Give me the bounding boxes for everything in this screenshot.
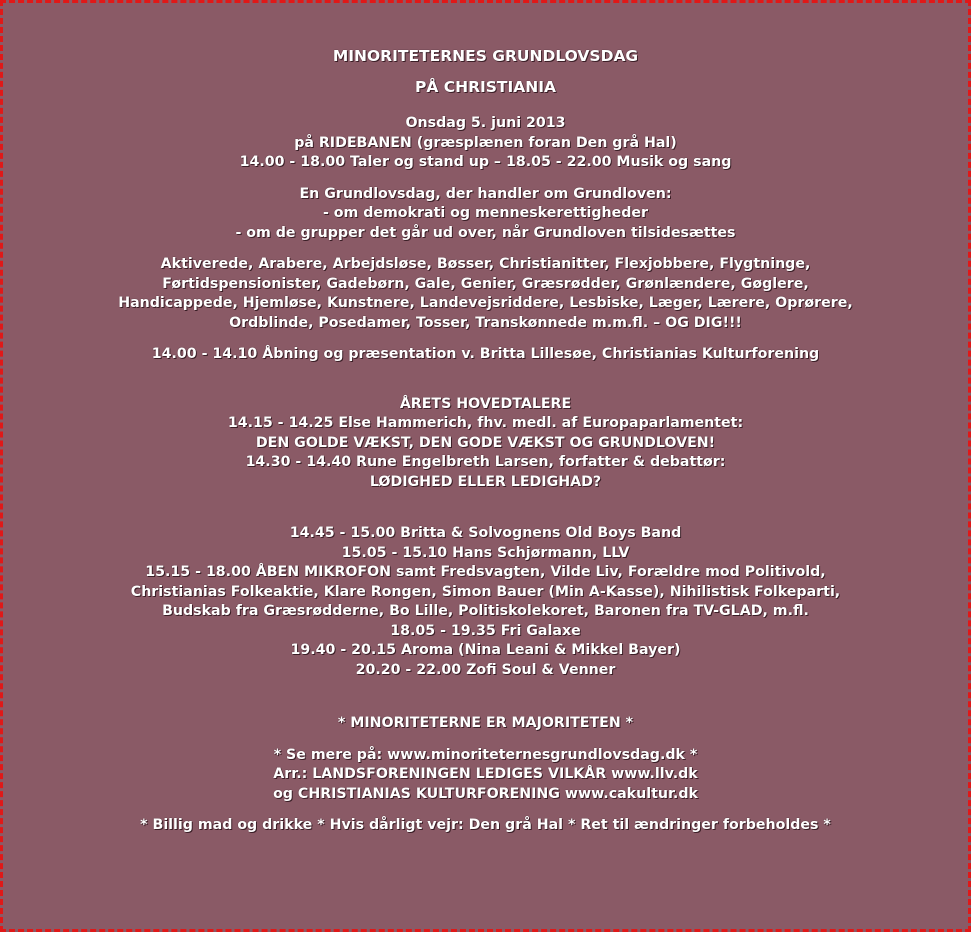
intro-line: En Grundlovsdag, der handler om Grundloven:	[299, 185, 672, 202]
info-line: og CHRISTIANIAS KULTURFORENING www.cakultur.dk	[273, 785, 698, 802]
title-line-1: MINORITETERNES GRUNDLOVSDAG	[332, 47, 639, 65]
speaker-line: 14.15 - 14.25 Else Hammerich, fhv. medl. af Europaparlamentet:	[227, 415, 744, 431]
program-line: 20.20 - 22.00 Zofi Soul & Venner	[355, 661, 616, 678]
event-place: på RIDEBANEN (græsplænen foran Den grå Hal)	[294, 134, 677, 151]
program-line: Christianias Folkeaktie, Klare Rongen, Simon Bauer (Min A-Kasse), Nihilistisk Folkeparti,	[130, 583, 841, 600]
poster-content	[3, 41, 968, 836]
program-line: 15.05 - 15.10 Hans Schjørmann, LLV	[341, 544, 630, 561]
info-line: Arr.: LANDSFORENINGEN LEDIGES VILKÅR www.llv.dk	[273, 766, 698, 782]
program-line: 15.15 - 18.00 ÅBEN MIKROFON samt Fredsvagten, Vilde Liv, Forældre mod Politivold,	[145, 564, 826, 580]
info-line: * Se mere på: www.minoriteternesgrundlovsdag.dk *	[273, 746, 698, 763]
intro-line: - om demokrati og menneskerettigheder	[322, 205, 649, 221]
program-line: 19.40 - 20.15 Aroma (Nina Leani & Mikkel Bayer)	[290, 642, 681, 658]
slogan: * MINORITETERNE ER MAJORITETEN *	[337, 715, 634, 731]
program-line: Budskab fra Græsrødderne, Bo Lille, Politiskolekoret, Baronen fra TV-GLAD, m.fl.	[162, 603, 809, 619]
title-line-2: PÅ CHRISTIANIA	[414, 78, 557, 96]
speaker-talk-title: DEN GOLDE VÆKST, DEN GODE VÆKST OG GRUNDLOVEN!	[255, 434, 716, 451]
event-times: 14.00 - 18.00 Taler og stand up – 18.05 - 22.00 Musik og sang	[239, 154, 732, 170]
groups-line: Førtidspensionister, Gadebørn, Gale, Genier, Græsrødder, Grønlændere, Gøglere,	[162, 275, 809, 292]
opening-line: 14.00 - 14.10 Åbning og præsentation v. Britta Lillesøe, Christianias Kulturforening	[151, 346, 820, 362]
event-date: Onsdag 5. juni 2013	[405, 115, 566, 131]
speaker-talk-title: LØDIGHED ELLER LEDIGHAD?	[369, 473, 602, 490]
intro-line: - om de grupper det går ud over, når Grundloven tilsidesættes	[235, 224, 736, 241]
program-line: 18.05 - 19.35 Fri Galaxe	[390, 622, 581, 639]
groups-line: Handicappede, Hjemløse, Kunstnere, Landevejsriddere, Lesbiske, Læger, Lærere, Oprørere,	[118, 295, 853, 311]
speakers-heading: ÅRETS HOVEDTALERE	[399, 395, 572, 412]
groups-line: Ordblinde, Posedamer, Tosser, Transkønnede m.m.fl. – OG DIG!!!	[229, 314, 742, 331]
speaker-line: 14.30 - 14.40 Rune Engelbreth Larsen, forfatter & debattør:	[245, 454, 726, 470]
footer-line: * Billig mad og drikke * Hvis dårligt vejr: Den grå Hal * Ret til ændringer forbeholdes *	[140, 817, 831, 833]
groups-line: Aktiverede, Arabere, Arbejdsløse, Bøsser, Christianitter, Flexjobbere, Flygtninge,	[160, 256, 811, 272]
program-line: 14.45 - 15.00 Britta & Solvognens Old Boys Band	[289, 525, 682, 541]
